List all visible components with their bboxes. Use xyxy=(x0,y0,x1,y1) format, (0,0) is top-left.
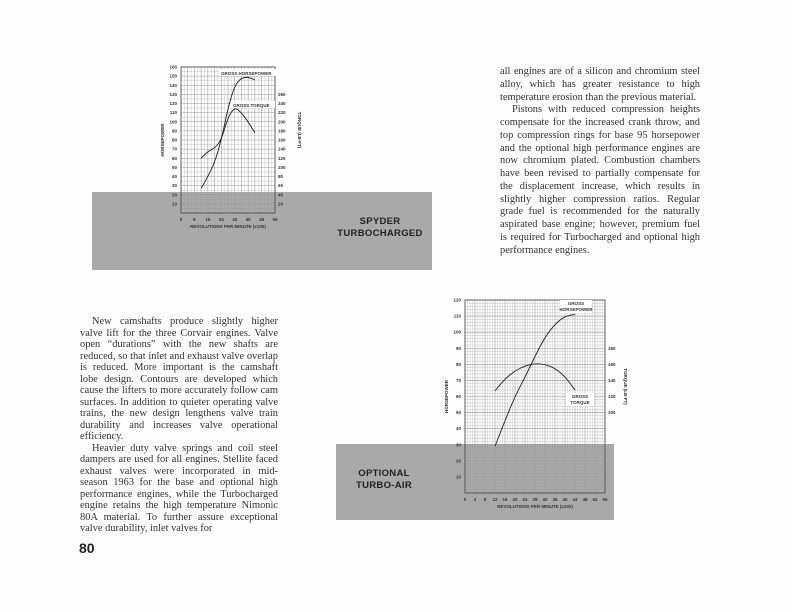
y-tick-label: 50 xyxy=(171,164,177,170)
caption-spyder xyxy=(330,216,430,240)
y-tick-label: 20 xyxy=(171,192,177,198)
y2-tick-label: 180 xyxy=(278,128,286,134)
y-tick-label: 100 xyxy=(453,329,461,335)
x-axis-label: REVOLUTIONS PER MINUTE (x100) xyxy=(190,224,266,229)
x-axis-label: REVOLUTIONS PER MINUTE (x100) xyxy=(497,504,573,509)
x-tick-label: 44 xyxy=(572,497,578,502)
y2-tick-label: 240 xyxy=(278,101,286,106)
caption-turbo-air xyxy=(344,468,424,492)
y-tick-label: 140 xyxy=(169,82,177,88)
x-tick-label: 0 xyxy=(463,497,467,502)
x-tick-label: 40 xyxy=(562,497,568,502)
y-tick-label: 130 xyxy=(169,91,177,97)
x-tick-label: 40 xyxy=(245,217,251,222)
y2-tick-label: 160 xyxy=(608,361,616,367)
x-tick-label: 28 xyxy=(532,497,538,502)
x-tick-label: 4 xyxy=(473,497,477,502)
y-tick-label: 70 xyxy=(171,146,177,152)
y-tick-label: 160 xyxy=(169,64,177,70)
series-label: GROSS HORSEPOWER xyxy=(221,71,272,76)
x-tick-label: 20 xyxy=(512,497,518,502)
y-tick-label: 120 xyxy=(169,101,177,106)
series-label: HORSEPOWER xyxy=(559,307,593,312)
x-tick-label: 48 xyxy=(582,497,588,502)
series-label: GROSS TORQUE xyxy=(233,103,270,108)
x-tick-label: 24 xyxy=(522,497,528,502)
y-tick-label: 80 xyxy=(171,137,177,143)
y-tick-label: 120 xyxy=(453,297,461,303)
caption-line: TURBOCHARGED xyxy=(337,228,423,239)
y-tick-label: 60 xyxy=(455,394,461,399)
paragraph: Heavier duty valve springs and coil steel dampers are used for all engines. Stellite faced exhaust valves were incorporated in mid-season 1963 for the base and optional high performance engines, while the Turbocharged engine retains the high temperature Nimonic 80A material. To further assure exceptional valve durability, inlet valves for xyxy=(80,442,278,534)
y2-tick-label: 40 xyxy=(278,192,284,198)
y-tick-label: 30 xyxy=(171,183,177,189)
y2-tick-label: 180 xyxy=(608,345,616,351)
y2-tick-label: 80 xyxy=(278,174,284,179)
chart-1 xyxy=(181,67,279,213)
paragraph: New camshafts produce slightly higher valve lift for the three Corvair engines. Valve open “durations” with the new shafts are reduced, so that inlet and exhaust valve overlap is reduced. More important is the camshaft lobe design. Contours are developed which cause the lifters to more accurately follow cam surfaces. In addition to quieter operating valve trains, the new design lengthens valve train durability and increases valve operational efficiency. xyxy=(80,316,278,442)
series-label: GROSS xyxy=(571,394,589,399)
y2-tick-label: 140 xyxy=(278,146,286,152)
x-tick-label: 12 xyxy=(492,497,498,502)
y2-axis-label: TORQUE (LB-FT) xyxy=(297,111,302,149)
series-label: GROSS xyxy=(567,301,585,306)
y-tick-label: 90 xyxy=(455,345,461,351)
x-tick-label: 32 xyxy=(542,497,548,502)
x-tick-label: 32 xyxy=(232,217,238,222)
x-tick-label: 36 xyxy=(552,497,558,502)
y-tick-label: 40 xyxy=(455,426,461,432)
y2-tick-label: 100 xyxy=(278,164,286,170)
caption-line: SPYDER xyxy=(359,216,401,227)
y-tick-label: 30 xyxy=(455,442,461,448)
y2-tick-label: 120 xyxy=(278,155,286,161)
paragraph: Pistons with reduced compression heights compensate for the increased crank throw, and top compression rings for base 95 horsepower and the optional high performance engines are now chromium plated. Combustion chambers have been revised to partially compensate for the displacement increase, which results in slightly higher compression ratios. Regular grade fuel is recommended for the naturally aspirated base engine; however, premium fuel is required for Turbocharged and optional high performance engines. xyxy=(500,104,700,256)
paragraph: all engines are of a silicon and chromium steel alloy, which has greater resistance to high temperature erosion than the previous material. xyxy=(500,66,700,103)
y-tick-label: 40 xyxy=(171,174,177,179)
x-tick-label: 16 xyxy=(502,497,508,502)
y2-tick-label: 20 xyxy=(278,201,284,207)
bottom-left-text xyxy=(80,316,278,535)
y-axis-label: HORSEPOWER xyxy=(160,123,165,157)
x-tick-label: 56 xyxy=(272,217,278,222)
x-tick-label: 56 xyxy=(602,497,608,502)
y-tick-label: 90 xyxy=(171,128,177,134)
y2-tick-label: 120 xyxy=(608,394,616,399)
caption-line: OPTIONAL xyxy=(358,468,410,479)
x-tick-label: 48 xyxy=(259,217,265,222)
x-tick-label: 52 xyxy=(592,497,598,502)
y2-tick-label: 160 xyxy=(278,137,286,143)
y-tick-label: 60 xyxy=(171,155,177,161)
x-tick-label: 0 xyxy=(179,217,183,222)
page-number: 80 xyxy=(79,540,95,556)
y-tick-label: 10 xyxy=(171,201,177,207)
x-tick-label: 8 xyxy=(483,497,487,502)
y-tick-label: 80 xyxy=(455,361,461,367)
x-tick-label: 16 xyxy=(205,217,211,222)
series-label: TORQUE xyxy=(570,400,590,405)
y2-tick-label: 260 xyxy=(278,91,286,97)
y-tick-label: 150 xyxy=(169,73,177,79)
y-tick-label: 50 xyxy=(455,410,461,416)
y-tick-label: 110 xyxy=(453,313,461,319)
y2-tick-label: 60 xyxy=(278,183,284,189)
y2-tick-label: 140 xyxy=(608,377,616,383)
y2-axis-label: TORQUE (LB-FT) xyxy=(623,368,628,405)
y-tick-label: 110 xyxy=(169,110,177,116)
y2-tick-label: 220 xyxy=(278,110,286,116)
y-tick-label: 10 xyxy=(455,474,461,480)
y-tick-label: 20 xyxy=(455,458,461,464)
x-tick-label: 8 xyxy=(193,217,196,222)
y2-tick-label: 100 xyxy=(608,410,616,416)
y-axis-label: HORSEPOWER xyxy=(444,379,449,414)
y-tick-label: 100 xyxy=(169,119,177,125)
y2-tick-label: 200 xyxy=(278,119,286,125)
top-right-text xyxy=(500,66,700,257)
x-tick-label: 24 xyxy=(218,217,224,222)
y-tick-label: 70 xyxy=(455,377,461,383)
caption-line: TURBO-AIR xyxy=(356,480,412,491)
